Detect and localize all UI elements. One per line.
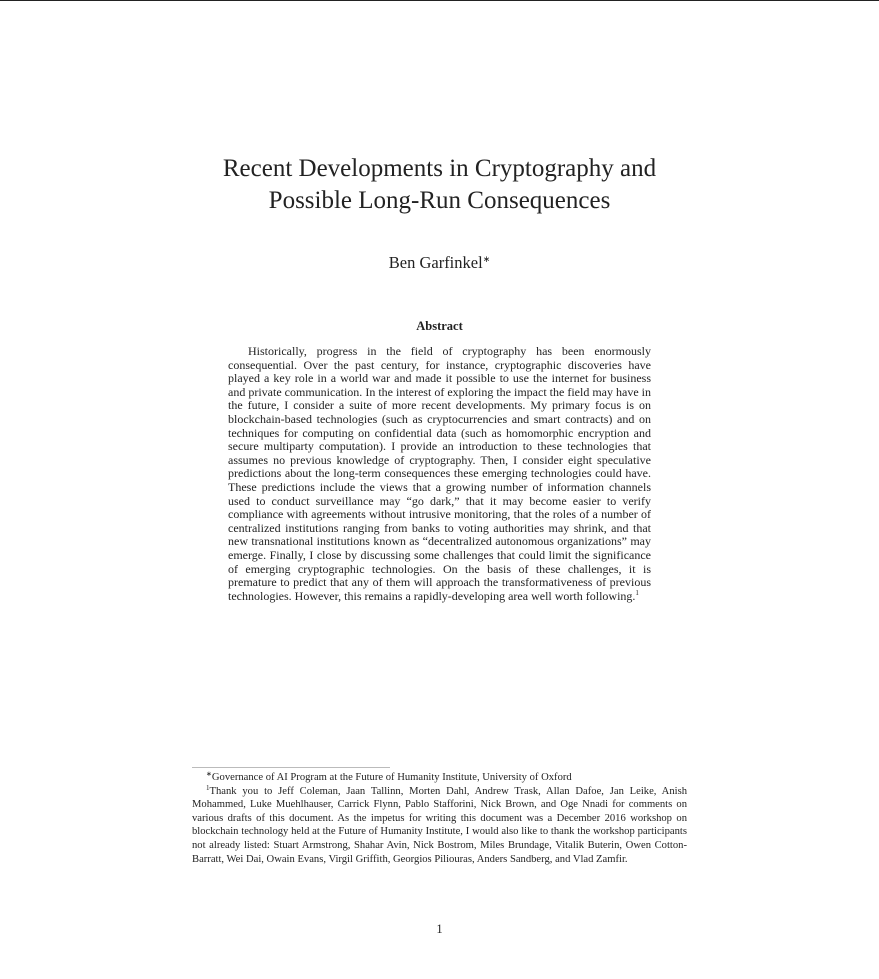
title-line-1: Recent Developments in Cryptography and [222,155,657,182]
page-number: 1 [436,922,443,936]
author-line [0,249,879,273]
footnote-acknowledgements [192,785,687,867]
abstract-heading: Abstract [416,319,463,333]
abstract-body [228,345,651,603]
author-footnote-mark: ∗ [482,254,491,264]
abstract-text: Historically, progress in the field of cryptography has been enormously consequential. Over the past century, for instance, cryptographic discoveries have played a key role in a world war and made it possible to use the internet for business and private communication. In the interest of exploring the impact the field may have in the future, I consider a suite of more recent developments. My primary focus is on blockchain-based technologies (such as cryptocurrencies and smart contracts) and on techniques for computing on confidential data (such as homomorphic encryption and secure multiparty computation). I provide an introduction to these technologies that assumes no previous knowledge of cryptography. Then, I consider eight speculative predictions about the long-term consequences these emerging technologies could have. These predictions include the views that a growing number of information channels used to conduct surveillance may “go dark,” that it may become easier to verify compliance with agreements without intrusive monitoring, that the roles of a number of centralized institutions ranging from banks to voting authorities may shrink, and that new transnational institutions known as “decentralized autonomous organizations” may emerge. Finally, I close by discussing some challenges that could limit the significance of emerging cryptographic technologies. On the basis of these challenges, it is premature to predict that any of them will approach the transformativeness of previous technologies. However, this remains a rapidly-developing area well worth following. [228,344,651,603]
author-name: Ben Garfinkel [388,253,483,272]
footnote-acknowledgements-mark: 1 [206,783,210,792]
abstract-footnote-mark: 1 [635,588,639,597]
footnote-affiliation-mark: ∗ [206,770,212,778]
footnote-affiliation-text: Governance of AI Program at the Future of Humanity Institute, University of Oxford [211,772,572,783]
title-line-2: Possible Long-Run Consequences [268,187,611,214]
footnote-divider [192,767,390,768]
top-border-line [0,0,879,1]
paper-title [0,153,879,217]
footnotes [192,771,687,866]
footnote-affiliation [192,771,687,785]
footnote-acknowledgements-text: Thank you to Jeff Coleman, Jaan Tallinn, Morten Dahl, Andrew Trask, Allan Dafoe, Jan Leike, Anish Mohammed, Luke Muehlhauser, Carrick Flynn, Pablo Stafforini, Nick Brown, and Oge Nnadi for comments on various drafts of this document. As the impetus for writing this document was a December 2016 workshop on blockchain technology held at the Future of Humanity Institute, I would also like to thank the workshop participants not already listed: Stuart Armstrong, Shahar Avin, Nick Bostrom, Miles Brundage, Vitalik Buterin, Owen Cotton-Barratt, Wei Dai, Owain Evans, Virgil Griffith, Georgios Piliouras, Anders Sandberg, and Vlad Zamfir. [192,785,687,865]
